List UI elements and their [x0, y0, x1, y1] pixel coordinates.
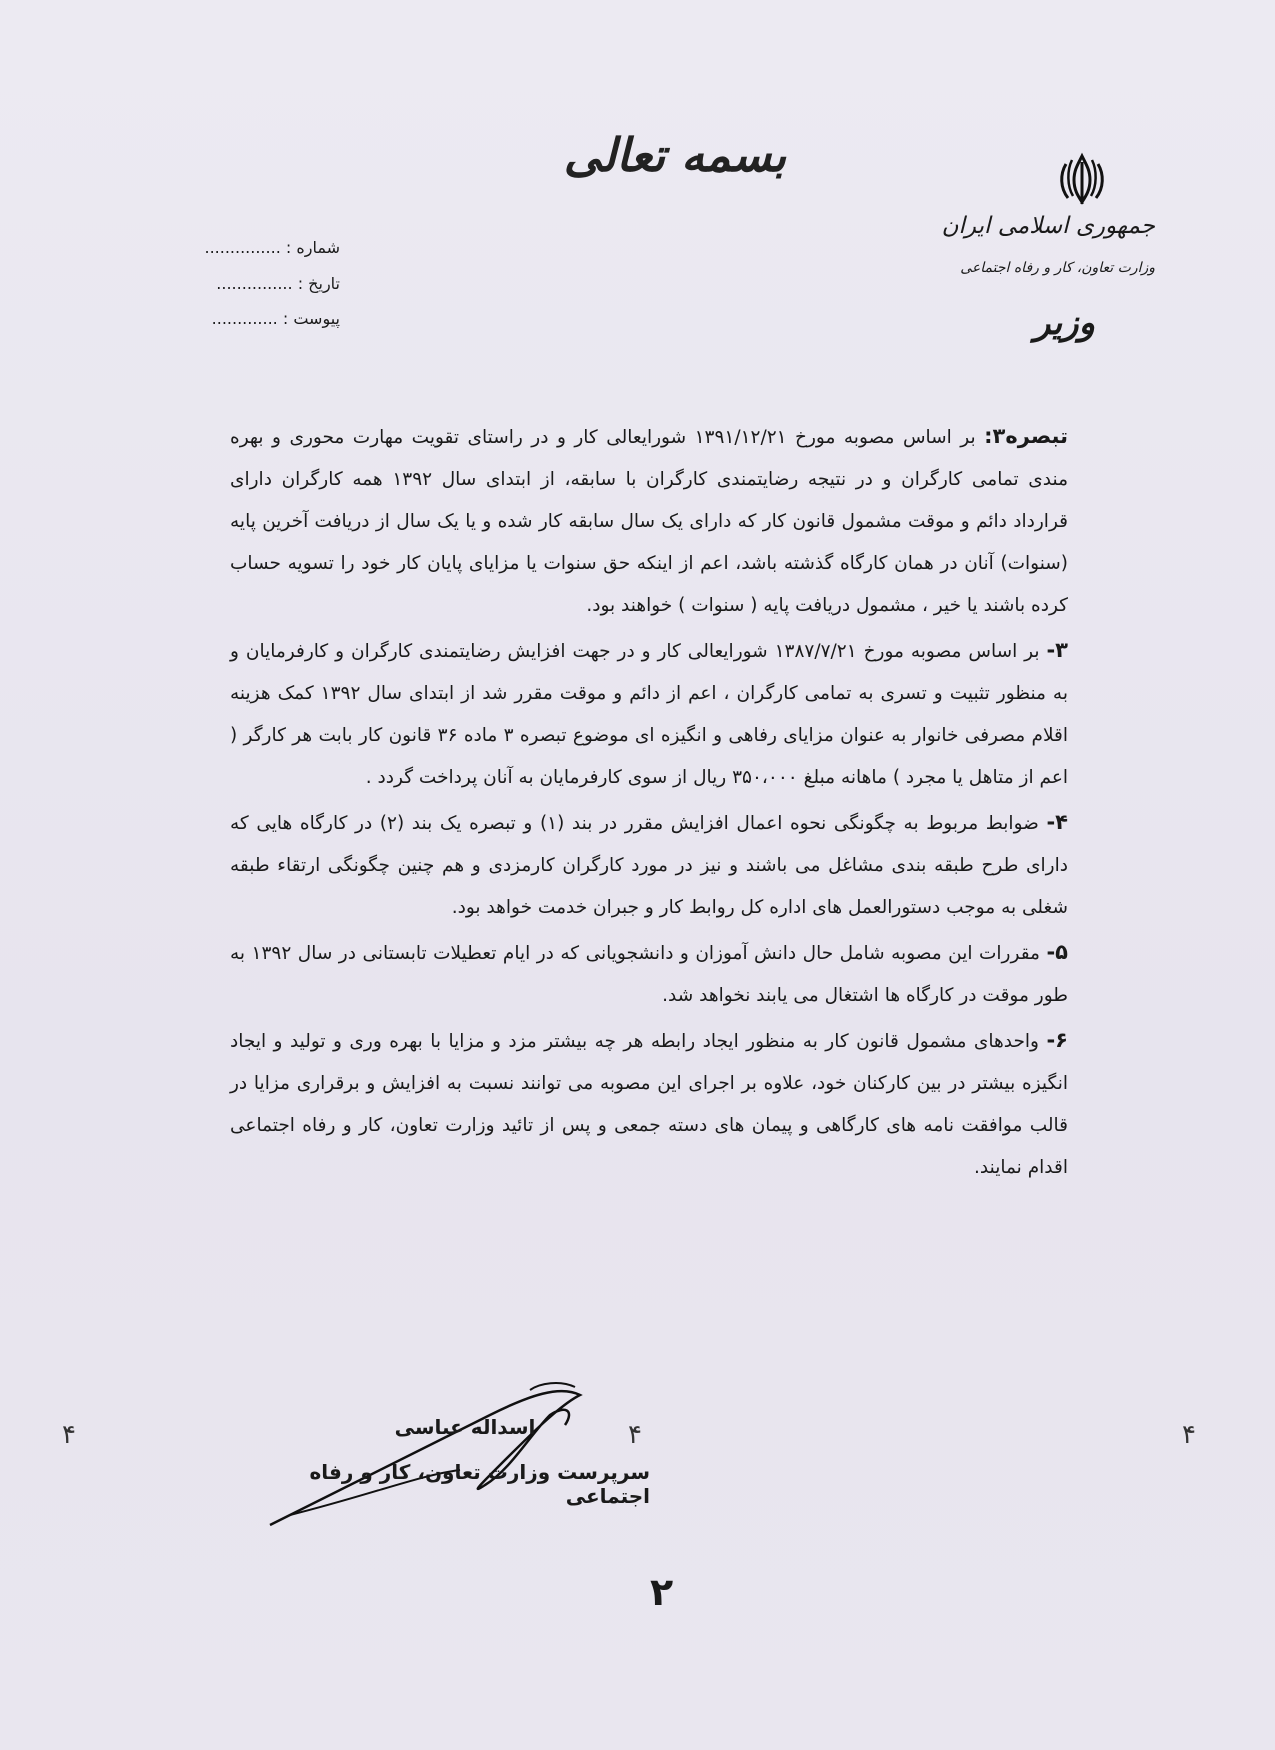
paragraph-text: بر اساس مصوبه مورخ ۱۳۸۷/۷/۲۱ شورایعالی کار و در جهت افزایش رضایتمندی کارگران و کارفرمایان و به منظور تثبیت و تسری به تمامی کارگران ، اعم از دائم و موقت مقرر شد از ابتدای سال ۱۳۹۲ کمک هزینه اقلام مصرفی خانوار به عنوان مزایای رفاهی و انگیزه ای موضوع تبصره ۳ ماده ۳۶ قانون کار بابت هر کارگر ( اعم از متاهل یا مجرد ) ماهانه مبلغ ۳۵۰،۰۰۰ ریال از سوی کارفرمایان به آنان پرداخت گردد .: [230, 641, 1068, 788]
signatory-name: اسداله عباسی: [394, 1415, 536, 1439]
number-label: شماره :: [285, 238, 340, 257]
signatory-title: سرپرست وزارت تعاون، کار و رفاه اجتماعی: [309, 1460, 650, 1508]
paragraph-text: مقررات این مصوبه شامل حال دانش آموزان و دانشجویانی که در ایام تعطیلات تابستانی در سال ۱۳۹۲ به طور موقت در کارگاه ها اشتغال می یابند نخواهد شد.: [230, 943, 1068, 1006]
paragraph-number: تبصره۳:: [984, 424, 1068, 448]
signature-block: [230, 1375, 650, 1545]
paragraph-4: [230, 801, 1068, 929]
attachment-dots: .............: [211, 309, 278, 328]
paragraph-text: ضوابط مربوط به چگونگی نحوه اعمال افزایش مقرر در بند (۱) و تبصره یک بند (۲) در کارگاه هایی که دارای طرح طبقه بندی مشاغل می باشند و نیز در مورد کارگران کارمزدی و هم چنین چگونگی ارتقاء طبقه شغلی به موجب دستورالعمل های اداره کل روابط کار و جبران خدمت خواهد بود.: [230, 813, 1068, 918]
margin-mark-left: ۴: [62, 1420, 76, 1450]
date-field: [130, 274, 340, 293]
number-field: [130, 238, 340, 257]
org-name: جمهوری اسلامی ایران: [941, 213, 1155, 239]
document-body: [230, 415, 1068, 1189]
paragraph-number: ۶-: [1046, 1028, 1068, 1052]
page-number: ۲: [650, 1570, 674, 1614]
iran-emblem-icon: [1052, 150, 1112, 210]
emblem-graphic: [1052, 150, 1112, 210]
paragraph-text: بر اساس مصوبه مورخ ۱۳۹۱/۱۲/۲۱ شورایعالی کار و در راستای تقویت مهارت محوری و بهره مندی تمامی کارگران و در نتیجه رضایتمندی کارگران با سابقه، از ابتدای سال ۱۳۹۲ همه کارگران دارای قرارداد دائم و موقت مشمول قانون کار که دارای یک سال سابقه کار شده و یا یک سال از دریافت آخرین پایه (سنوات) آنان در همان کارگاه گذشته باشد، اعم از اینکه حق سنوات یا مزایای پایان کار خود را تسویه حساب کرده باشند یا خیر ، مشمول دریافت پایه ( سنوات ) خواهند بود.: [230, 427, 1068, 616]
paragraph-6: [230, 1019, 1068, 1189]
paragraph-5: [230, 931, 1068, 1017]
paragraph-note-3: [230, 415, 1068, 627]
paragraph-3: [230, 629, 1068, 799]
ministry-name: وزارت تعاون، کار و رفاه اجتماعی: [960, 260, 1155, 276]
attachment-field: [130, 309, 340, 328]
attachment-label: پیوست :: [282, 309, 340, 328]
number-dots: ...............: [204, 238, 281, 257]
paragraph-number: ۴-: [1046, 810, 1068, 834]
margin-mark-center: ۴: [628, 1420, 642, 1450]
margin-mark-right: ۴: [1182, 1420, 1196, 1450]
paragraph-number: ۳-: [1046, 638, 1068, 662]
paragraph-number: ۵-: [1046, 940, 1068, 964]
date-dots: ...............: [216, 274, 293, 293]
minister-title: وزیر: [1033, 303, 1095, 343]
paragraph-text: واحدهای مشمول قانون کار به منظور ایجاد رابطه هر چه بیشتر مزد و مزایا با بهره وری و تولید و ایجاد انگیزه بیشتر در بین کارکنان خود، علاوه بر اجرای این مصوبه می توانند نسبت به افزایش و برقراری مزایا در قالب موافقت نامه های کارگاهی و پیمان های دسته جمعی و پس از تائید وزارت تعاون، کار و رفاه اجتماعی اقدام نمایند.: [230, 1031, 1068, 1178]
basmala-heading: بسمه تعالی: [563, 128, 787, 182]
date-label: تاریخ :: [297, 274, 340, 293]
